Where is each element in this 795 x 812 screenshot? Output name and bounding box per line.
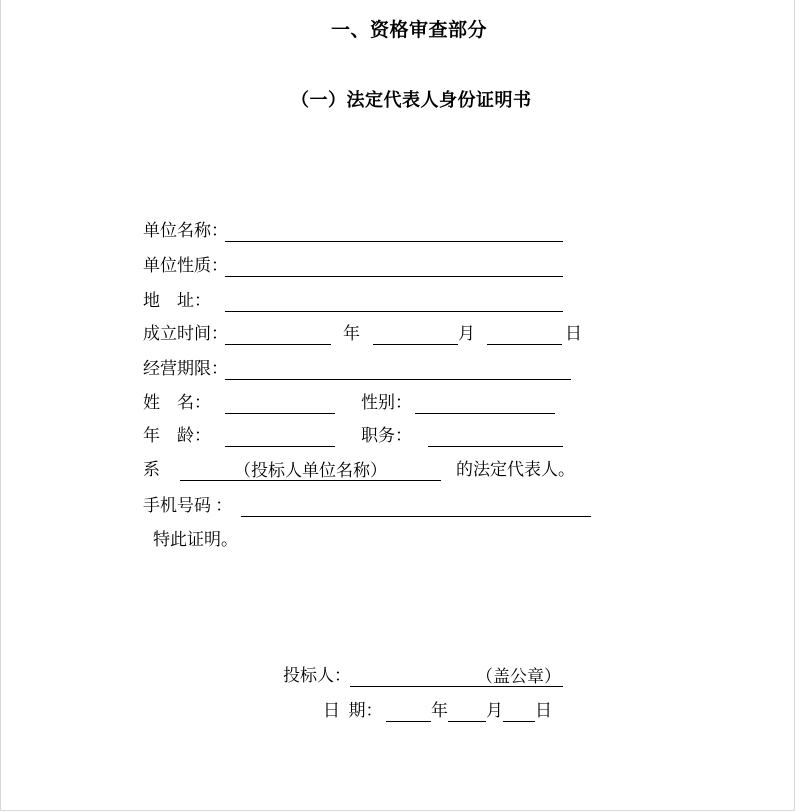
date-year-suffix: 年 bbox=[431, 701, 448, 720]
subsection-title: （一）法定代表人身份证明书 bbox=[291, 90, 532, 110]
establish-date-label: 成立时间： bbox=[143, 324, 228, 343]
bidder-signature-row bbox=[266, 643, 563, 686]
unit-name-label: 单位名称： bbox=[143, 221, 228, 240]
date-day-suffix: 日 bbox=[535, 701, 552, 720]
address-row bbox=[126, 268, 563, 310]
date-label: 日 期： bbox=[323, 701, 383, 720]
signature-date-row bbox=[306, 678, 552, 720]
legal-rep-blank-hint: （投标人单位名称） bbox=[234, 461, 387, 480]
unit-nature-row bbox=[126, 233, 563, 275]
mobile-label: 手机号码 ： bbox=[143, 496, 233, 515]
business-term-row bbox=[126, 336, 571, 378]
name-gender-row bbox=[126, 370, 555, 412]
date-month-blank[interactable] bbox=[448, 701, 486, 722]
gender-label: 性别： bbox=[361, 393, 412, 412]
legal-rep-prefix: 系 bbox=[143, 460, 160, 479]
age-label: 年 龄： bbox=[143, 426, 211, 445]
month-suffix: 月 bbox=[458, 324, 475, 343]
bidder-label: 投标人： bbox=[283, 666, 351, 685]
legal-rep-row bbox=[126, 437, 575, 480]
position-label: 职务： bbox=[361, 426, 412, 445]
address-label: 地 址： bbox=[143, 291, 211, 310]
unit-nature-label: 单位性质： bbox=[143, 256, 228, 275]
statement-row bbox=[136, 507, 238, 549]
date-month-suffix: 月 bbox=[486, 701, 503, 720]
establish-date-row bbox=[126, 301, 582, 343]
seal-note: （盖公章） bbox=[476, 667, 561, 686]
date-day-blank[interactable] bbox=[503, 701, 535, 722]
year-suffix: 年 bbox=[343, 324, 360, 343]
date-year-blank[interactable] bbox=[386, 701, 431, 722]
legal-rep-suffix: 的法定代表人。 bbox=[456, 460, 575, 479]
day-suffix: 日 bbox=[565, 324, 582, 343]
mobile-row bbox=[126, 473, 591, 515]
mobile-blank[interactable] bbox=[241, 496, 591, 517]
section-title: 一、资格审查部分 bbox=[331, 20, 488, 41]
statement-text: 特此证明。 bbox=[153, 530, 238, 549]
age-position-row bbox=[126, 403, 563, 445]
business-term-label: 经营期限： bbox=[143, 359, 228, 378]
name-label: 姓 名： bbox=[143, 393, 211, 412]
unit-name-row bbox=[126, 198, 563, 240]
